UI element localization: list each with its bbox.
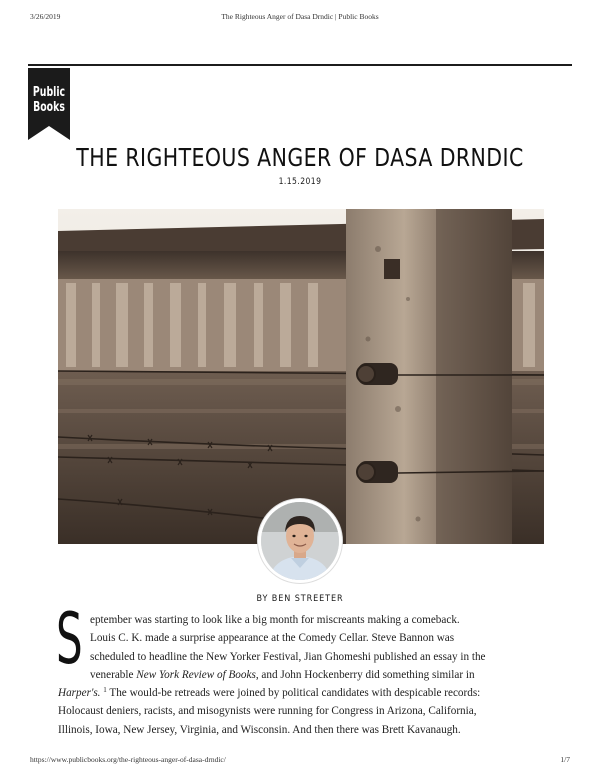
body-text-segment: , and John Hockenberry did something similar in xyxy=(255,668,475,681)
body-line xyxy=(58,666,546,684)
author-portrait-icon xyxy=(261,502,339,580)
article-title: THE RIGHTEOUS ANGER OF DASA DRNDIC xyxy=(76,142,524,172)
page-counter: 1/7 xyxy=(560,755,570,764)
logo-line-1: Public xyxy=(32,83,66,100)
header-rule xyxy=(28,64,572,66)
article-date: 1.15.2019 xyxy=(278,177,322,187)
body-line: Holocaust deniers, racists, and misogynists were running for Congress in Arizona, California, xyxy=(58,705,477,718)
print-date: 3/26/2019 xyxy=(30,12,61,21)
article-byline: BY BEN STREETER xyxy=(256,594,344,604)
page-url-link[interactable]: https://www.publicbooks.org/the-righteous-anger-of-dasa-drndic/ xyxy=(30,755,226,764)
body-line: Illinois, Iowa, New Jersey, Virginia, and Wisconsin. And then there was Brett Kavanaugh. xyxy=(58,723,461,736)
drop-cap: S xyxy=(56,598,83,680)
body-line: eptember was starting to look like a big month for miscreants making a comeback. xyxy=(90,614,460,626)
bookmark-logo-icon xyxy=(28,68,70,140)
logo-line-2: Books xyxy=(33,98,65,115)
footnote-link[interactable]: 1 xyxy=(103,686,107,695)
print-page-title: The Righteous Anger of Dasa Drndic | Public Books xyxy=(221,12,379,21)
body-line: scheduled to headline the New Yorker Festival, Jian Ghomeshi published an essay in the xyxy=(90,650,486,663)
author-avatar[interactable] xyxy=(258,499,342,583)
body-text-segment: The would-be retreads were joined by political candidates with despicable records: xyxy=(106,687,481,700)
hero-image xyxy=(58,209,544,544)
publication-name: New York Review of Books xyxy=(136,668,256,681)
body-line xyxy=(58,684,546,702)
article-body xyxy=(58,611,546,739)
publication-name: Harper's. xyxy=(58,687,101,700)
body-text-segment: venerable xyxy=(90,668,137,681)
public-books-logo[interactable] xyxy=(28,68,70,140)
body-line: Louis C. K. made a surprise appearance at the Comedy Cellar. Steve Bannon was xyxy=(90,632,455,645)
